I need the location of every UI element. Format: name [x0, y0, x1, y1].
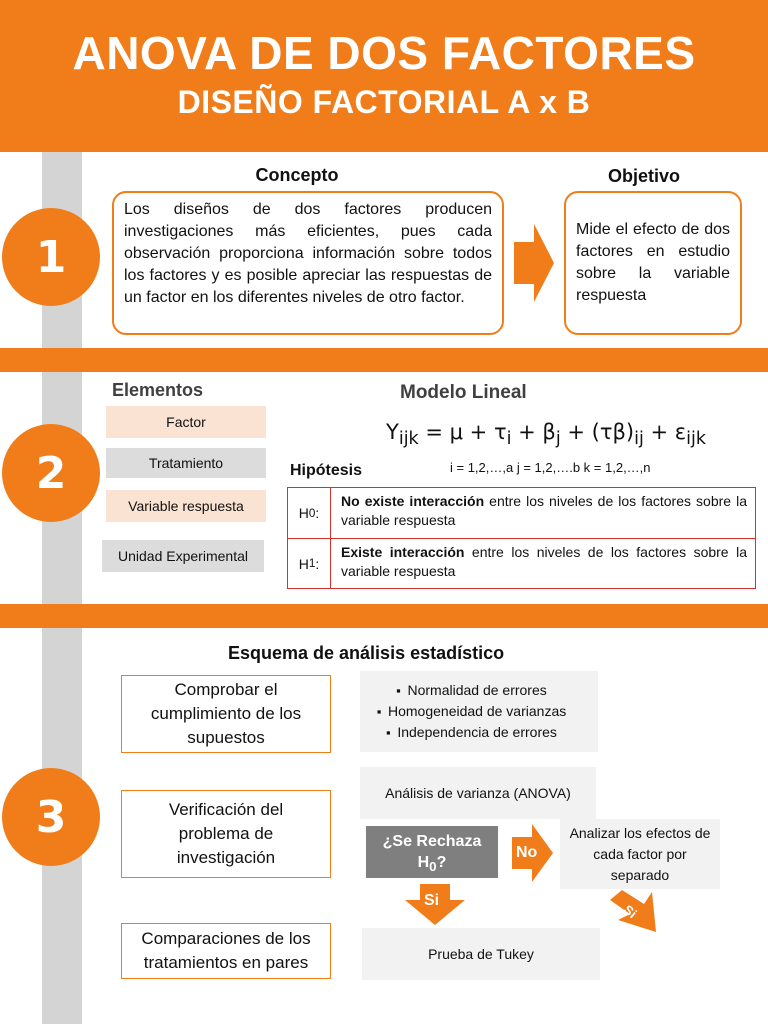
anova-box: Análisis de varianza (ANOVA)	[360, 767, 596, 819]
page-subtitle: DISEÑO FACTORIAL A x B	[177, 84, 591, 120]
h0-text: No existe interacción entre los niveles de los factores sobre la variable respuesta	[341, 493, 747, 528]
list-item: ▪ Normalidad de errores	[370, 680, 566, 701]
step-circle-1: 1	[2, 208, 100, 306]
objetivo-heading: Objetivo	[607, 166, 680, 186]
objetivo-text: Mide el efecto de dos factores en estudio sobre la variable respuesta	[576, 221, 730, 304]
si-label-diagonal: Si	[620, 901, 640, 922]
h0-label: H 0 :	[288, 488, 331, 538]
h1-text: Existe interacción entre los niveles de los factores sobre la variable respuesta	[341, 544, 747, 579]
analizar-box: Analizar los efectos de cada factor por separado	[560, 819, 720, 889]
concepto-text: Los diseños de dos factores producen investigaciones más eficientes, pues cada observación proporciona información sobre todos los factores y es posible apreciar las respuestas de un factor en los diferentes niveles de otro factor.	[124, 201, 492, 306]
elementos-heading: Elementos	[112, 380, 204, 400]
elemento-variable-respuesta: Variable respuesta	[106, 490, 266, 522]
linear-model-formula: $Y_{ijk} = \mu + \tau_i + \beta_j + (\tau\beta)_{ij} + \varepsilon_{ijk}$	[386, 420, 706, 450]
tukey-box: Prueba de Tukey	[362, 928, 600, 980]
model-indices: i = 1,2,…,a j = 1,2,….b k = 1,2,…,n	[450, 460, 651, 475]
hypothesis-table	[287, 487, 756, 589]
hypothesis-row-h1	[288, 538, 755, 588]
supuestos-list	[370, 680, 566, 743]
modelo-heading: Modelo Lineal	[400, 382, 527, 403]
list-item: ▪ Homogeneidad de varianzas	[370, 701, 566, 722]
right-arrow-icon	[512, 222, 556, 304]
section-separator-2	[0, 604, 768, 628]
elemento-tratamiento: Tratamiento	[106, 448, 266, 478]
esquema-heading: Esquema de análisis estadístico	[228, 643, 505, 663]
comparaciones-box: Comparaciones de los tratamientos en pares	[121, 923, 331, 979]
concepto-box	[112, 191, 504, 335]
si-label: Si	[424, 892, 440, 909]
h1-label: H 1 :	[288, 539, 331, 588]
supuestos-list-box	[360, 671, 598, 752]
hypothesis-row-h0	[288, 488, 755, 538]
rechaza-question-box: ¿Se Rechaza $H_0$?	[366, 826, 498, 878]
supuestos-box: Comprobar el cumplimiento de los supuestos	[121, 675, 331, 753]
elemento-unidad-experimental: Unidad Experimental	[102, 540, 264, 572]
no-label: No	[516, 844, 538, 861]
objetivo-box	[564, 191, 742, 335]
hipotesis-heading: Hipótesis	[290, 462, 363, 479]
step-circle-2: 2	[2, 424, 100, 522]
section-separator-1	[0, 348, 768, 372]
page-title: ANOVA DE DOS FACTORES	[72, 27, 696, 79]
elemento-factor: Factor	[106, 406, 266, 438]
concepto-heading: Concepto	[255, 165, 339, 185]
list-item: ▪ Independencia de errores	[370, 722, 566, 743]
verificacion-box: Verificación del problema de investigación	[121, 790, 331, 878]
step-circle-3: 3	[2, 768, 100, 866]
